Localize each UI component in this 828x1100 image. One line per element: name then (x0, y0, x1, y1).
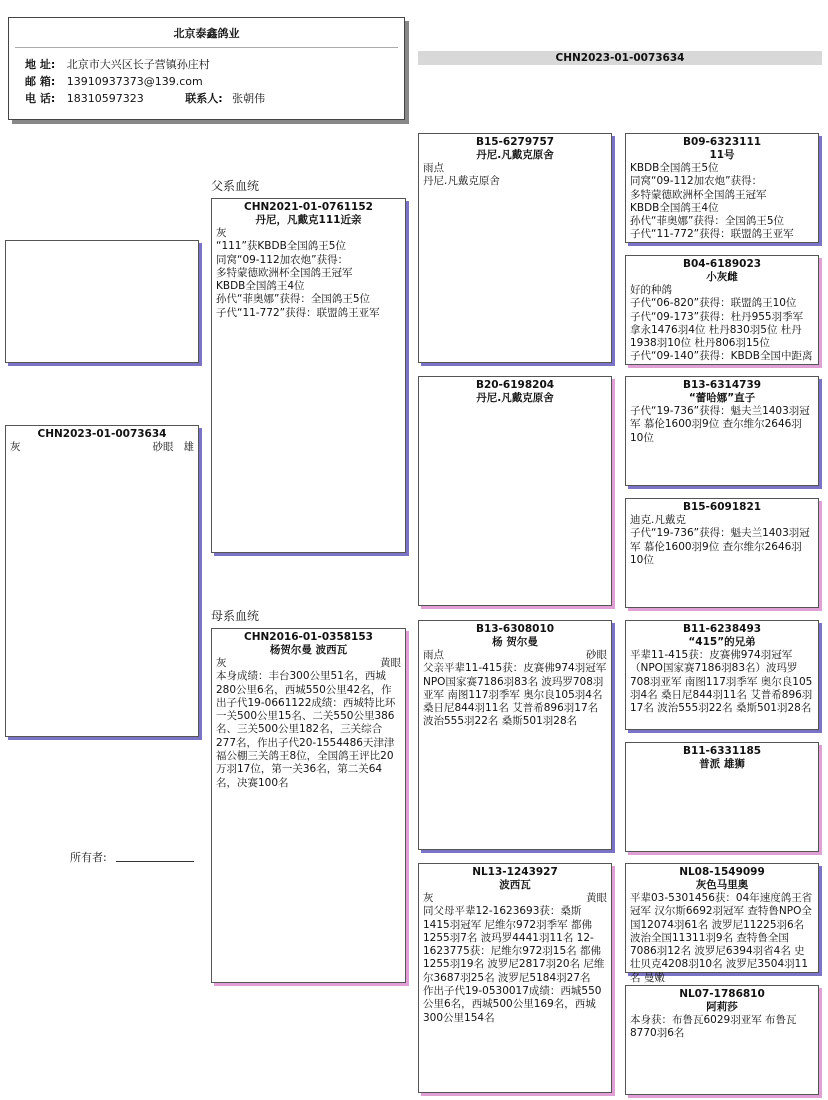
ggp1-line: 同窝“09-112加农炮”获得： (630, 175, 763, 188)
dam-ring: CHN2016-01-0358153 (244, 631, 373, 643)
gp-ds-eye: 砂眼 (586, 649, 607, 661)
gp-dd-ring: NL13-1243927 (472, 866, 558, 878)
sire-line: 子代“11-772”获得：联盟鸽王亚军 (216, 306, 380, 319)
sire-line: 孙代“菲奥娜”获得：全国鸽王5位 (216, 293, 371, 306)
sire-box (211, 198, 406, 553)
dam-name: 杨贺尔曼 波西瓦 (269, 644, 348, 656)
ggp7-name: 灰色马里奥 (695, 879, 749, 891)
phone-label: 电 话: (25, 92, 56, 105)
gp-sd-box (418, 376, 612, 606)
company-name: 北京泰鑫鸽业 (173, 27, 240, 40)
ggp3-box (625, 376, 819, 486)
contact-value: 张朝伟 (232, 92, 266, 105)
sire-line: 多特蒙德欧洲杯全国鸽王冠军 (216, 266, 353, 279)
sire-ring: CHN2021-01-0761152 (244, 201, 373, 213)
mother-section-label: 母系血统 (211, 609, 260, 623)
ggp2-name: 小灰雌 (706, 271, 738, 283)
ggp8-line: 本身获：布鲁瓦6029羽亚军 布鲁瓦8770羽6名 (630, 1014, 797, 1040)
ggp5-name: “415”的兄弟 (688, 636, 756, 648)
ggp1-line: 多特蒙德欧洲杯全国鸽王冠军 (630, 188, 767, 201)
email-label: 邮 箱: (25, 75, 56, 88)
phone-value: 18310597323 (66, 92, 144, 105)
gp-sd-ring: B20-6198204 (475, 379, 555, 391)
ggp8-name: 阿莉莎 (706, 1001, 738, 1013)
gp-ss-box (418, 133, 612, 363)
gp-ss-line: 丹尼.凡戴克原舍 (423, 175, 500, 188)
subject-sex: 雄 (183, 441, 194, 453)
gp-dd-name: 波西瓦 (499, 879, 531, 891)
ggp1-name: 11号 (709, 149, 735, 161)
subject-color: 灰 (10, 441, 21, 453)
gp-dd-line: 作出子代19-0530017成绩：西城550公里6名，西城500公里169名，西城300公里154名 (423, 985, 602, 1024)
owner-label: 所有者: (70, 851, 107, 864)
gp-dd-box (418, 863, 612, 1093)
gp-ss-line: 雨点 (423, 162, 444, 174)
gp-ds-name: 杨 贺尔曼 (492, 636, 538, 648)
ggp3-ring: B13-6314739 (682, 379, 762, 391)
subject-eye: 砂眼 (152, 441, 174, 453)
contact-label: 联系人: (185, 92, 223, 105)
dam-eye: 黄眼 (380, 657, 401, 669)
subject-box (5, 425, 199, 737)
ggp7-ring: NL08-1549099 (679, 866, 765, 878)
ggp6-box (625, 742, 819, 852)
ggp3-line: 子代“19-736”获得：魁夫兰1403羽冠军 慕伦1600羽9位 查尔维尔2646羽10位 (630, 405, 810, 444)
ggp1-line: 孙代“菲奥娜”获得：全国鸽王5位 (630, 215, 785, 228)
ggp5-box (625, 620, 819, 730)
address-value: 北京市大兴区长子营镇孙庄村 (66, 58, 210, 71)
gp-ds-box (418, 620, 612, 850)
ggp2-line: 子代“09-173”获得：杜丹955羽季军 拿永1476羽4位 杜丹830羽5位 杜丹1938羽10位 杜丹806羽15位 (630, 310, 807, 350)
ggp1-ring: B09-6323111 (682, 136, 762, 148)
ggp1-line: 子代“11-772”获得：联盟鸽王亚军 (630, 228, 794, 241)
ggp2-line: 子代“06-820”获得：联盟鸽王10位 (630, 297, 797, 310)
gp-sd-name: 丹尼.凡戴克原舍 (476, 392, 554, 404)
gp-ss-ring: B15-6279757 (475, 136, 555, 148)
ggp7-box (625, 863, 819, 984)
owner-line (116, 861, 194, 862)
photo-box (5, 240, 199, 363)
sire-line: “111”获KBDB全国鸽王5位 (216, 240, 346, 253)
ring-header-text: CHN2023-01-0073634 (555, 52, 685, 64)
ggp2-line: 好的种鸽 (630, 284, 672, 296)
ggp2-line: 子代“09-140”获得：KBDB全国中距离 (630, 350, 813, 363)
gp-ss-name: 丹尼.凡戴克原舍 (476, 149, 554, 161)
gp-dd-color: 灰 (423, 892, 434, 904)
subject-ring: CHN2023-01-0073634 (37, 428, 167, 440)
ggp6-ring: B11-6331185 (682, 745, 762, 757)
ggp1-line: KBDB全国鸽王5位 (630, 162, 719, 174)
ring-header-bar (418, 51, 822, 65)
ggp1-box (625, 133, 819, 243)
sire-name: 丹尼，凡戴克111近亲 (255, 214, 362, 226)
address-label: 地 址: (25, 58, 56, 71)
gp-ds-ring: B13-6308010 (475, 623, 555, 635)
ggp8-ring: NL07-1786810 (679, 988, 765, 1000)
sire-line: 灰 (216, 227, 227, 239)
father-section-label: 父系血统 (211, 179, 260, 193)
ggp2-box (625, 255, 819, 365)
ggp7-line: 平辈03-5301456获：04年速度鸽王省冠军 汉尔斯6692羽冠军 查特鲁NPO全国12074羽61名 波罗尼11225羽6名 波治全国11311羽9名 查特鲁全国7086羽12名 波罗尼6394羽省4名 史壮贝克4208羽10名 波罗尼3504羽11名 曼嫩 (630, 892, 813, 984)
email-value: 13910937373@139.com (66, 75, 203, 88)
ggp3-name: “蕾哈娜”直子 (688, 392, 756, 404)
ggp4-ring: B15-6091821 (682, 501, 762, 513)
ggp1-line: KBDB全国鸽王4位 (630, 201, 719, 214)
ggp8-box (625, 985, 819, 1095)
ggp4-line: 迪克.凡戴克 (630, 514, 686, 526)
dam-line: 本身成绩：丰台300公里51名，西城280公里6名，西城550公里42名，作出子代19-0661122成绩：西城特比环一关500公里15名、二关550公里386名、三关500公里182名，三关综合277名，作出子代20-1554486天津津福公棚三关鸽王8位，全国鸽王评比20万羽17位，第一关36名，第二关64名，决赛100名 (216, 670, 396, 789)
ggp5-ring: B11-6238493 (682, 623, 762, 635)
ggp2-ring: B04-6189023 (682, 258, 762, 270)
gp-ds-line: 父亲平辈11-415获：皮赛佛974羽冠军NPO国家赛7186羽83名 波玛罗708羽亚军 南图117羽季军 奥尔良105羽4名 桑日尼844羽11名 艾普希896羽17名 波治555羽22名 桑斯501羽28名 (423, 662, 607, 728)
company-info-box (8, 17, 405, 120)
dam-box (211, 628, 406, 983)
sire-line: 同窝“09-112加农炮”获得： (216, 253, 349, 266)
ggp4-line: 子代“19-736”获得：魁夫兰1403羽冠军 慕伦1600羽9位 查尔维尔2646羽10位 (630, 527, 810, 566)
gp-dd-line: 同父母平辈12-1623693获：桑斯1415羽冠军 尼维尔972羽季军 都佛1255羽7名 波玛罗4441羽11名 12-1623775获：尼维尔972羽15名 都佛1255羽19名 波罗尼2817羽20名 尼维尔3687羽25名 波罗尼5184羽27名 (423, 905, 605, 984)
ggp4-box (625, 498, 819, 608)
gp-dd-eye: 黄眼 (586, 892, 607, 904)
gp-ds-color: 雨点 (423, 649, 444, 661)
ggp5-line: 平辈11-415获：皮赛佛974羽冠军（NPO国家赛7186羽83名）波玛罗708羽亚军 南图117羽季军 奥尔良105羽4名 桑日尼844羽11名 艾普希896羽17名 波治555羽22名 桑斯501羽28名 (630, 649, 813, 715)
dam-color: 灰 (216, 657, 227, 669)
ggp6-name: 普派 雄狮 (699, 758, 745, 770)
sire-line: KBDB全国鸽王4位 (216, 280, 305, 293)
